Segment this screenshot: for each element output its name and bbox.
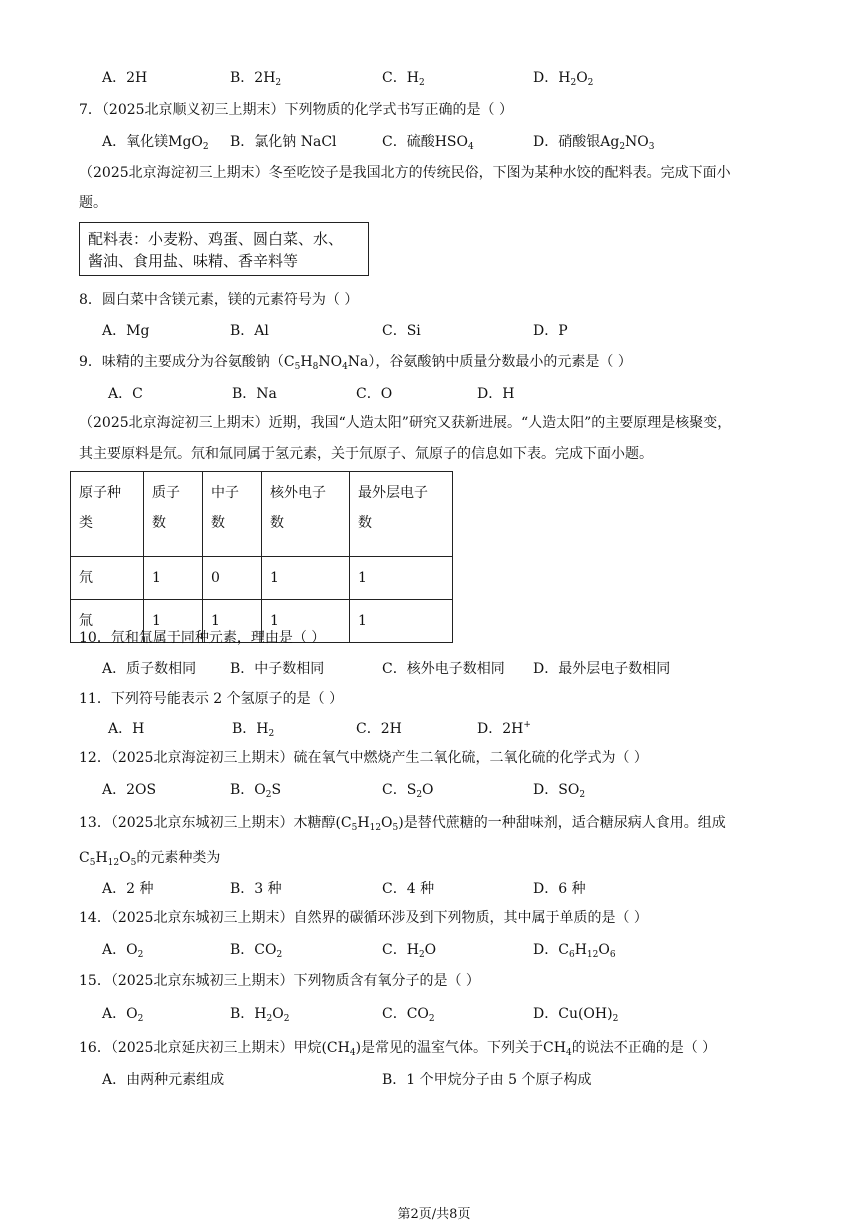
q11-option-a: A．H [108,721,145,737]
table-cell: 1 [203,600,262,643]
table-cell: 1 [144,557,203,600]
table-cell: 0 [203,557,262,600]
q7-option-b: B．氯化钠 NaCl [230,134,337,150]
q10-option-b: B．中子数相同 [230,661,325,677]
q13-stem: 13．（2025北京东城初三上期末）木糖醇$(C_5H_{12}O_5)$是替代蔗糖的一种甜味剂，适合糖尿病人食用。组成 [79,815,726,833]
q9-option-d: D．H [477,386,515,402]
q9-option-c: C．O [356,386,393,402]
q8-option-b: B．Al [230,323,269,339]
q16-stem: 16．（2025北京延庆初三上期末）甲烷$(CH_4)$是常见的温室气体。下列关于$CH_4$的说法不正确的是（ ） [79,1040,717,1058]
ingredients-box [79,222,369,276]
q14-stem: 14．（2025北京东城初三上期末）自然界的碳循环涉及到下列物质，其中属于单质的是（ ） [79,910,648,926]
q10-option-d: D．最外层电子数相同 [533,661,671,677]
q9-stem: 9．味精的主要成分为谷氨酸钠$(C_5H_8NO_4Na)$，谷氨酸钠中质量分数最小的元素是（ ） [79,354,632,372]
q11-option-c: C．2H [356,721,402,737]
table-cell: 1 [350,557,453,600]
ingredients-line2: 酱油、食用盐、味精、香辛料等 [88,252,299,270]
table-header-cell: 原子种 类 [71,472,144,557]
q7-option-c: C．硫酸$HSO_4$ [382,134,474,152]
q14-option-c: C．$H_2O$ [382,942,437,960]
q15-option-d: D．$Cu(OH)_2$ [533,1006,619,1024]
q8-option-a: A．Mg [102,323,150,339]
q9-option-a: A．C [108,386,143,402]
q15-option-b: B．$H_2O_2$ [230,1006,290,1024]
q8-option-c: C．Si [382,323,421,339]
q7-option-a: A．氧化镁MgO$_2$ [102,134,209,152]
table-cell: 1 [262,600,350,643]
q6-option-a: A．2H [102,70,148,86]
table-cell: 氚 [71,600,144,643]
q12-option-b: B．$O_2S$ [230,782,282,800]
q11-option-b: B．$H_2$ [232,721,275,739]
q11-stem: 11．下列符号能表示 2 个氢原子的是（ ） [79,691,344,707]
q14-option-d: D．$C_6H_{12}O_6$ [533,942,616,960]
q12-option-d: D．$SO_2$ [533,782,586,800]
intro-haidian-2-line2: 其主要原料是氘。氘和氚同属于氢元素，关于氘原子、氚原子的信息如下表。完成下面小题。 [79,446,653,462]
q11-option-d: D．2H+ [477,720,531,737]
table-header-cell: 质子 数 [144,472,203,557]
intro-haidian-2-line1: （2025北京海淀初三上期末）近期，我国“人造太阳”研究又获新进展。“人造太阳”的主要原理是核聚变， [79,415,732,431]
table-cell: 1 [144,600,203,643]
table-header-cell: 中子 数 [203,472,262,557]
q14-option-b: B．$CO_2$ [230,942,283,960]
q8-stem: 8．圆白菜中含镁元素，镁的元素符号为（ ） [79,292,359,308]
q10-stem: 10．氘和氚属于同种元素，理由是（ ） [79,630,326,646]
table-header-row [71,472,453,557]
q15-option-c: C．$CO_2$ [382,1006,435,1024]
intro-haidian-1-line2: 题。 [79,195,107,211]
q15-stem: 15．（2025北京东城初三上期末）下列物质含有氧分子的是（ ） [79,973,480,989]
table-cell: 1 [350,600,453,643]
table-row [71,557,453,600]
q13-option-d: D．6 种 [533,881,586,897]
q13-option-c: C．4 种 [382,881,435,897]
q6-option-b: B．$2H_2$ [230,70,282,88]
q16-option-b: B．1 个甲烷分子由 5 个原子构成 [382,1072,592,1088]
page-footer: 第2页/共8页 [397,1207,471,1222]
q7-stem: 7．（2025北京顺义初三上期末）下列物质的化学式书写正确的是（ ） [79,102,513,118]
intro-haidian-1-line1: （2025北京海淀初三上期末）冬至吃饺子是我国北方的传统民俗，下图为某种水饺的配料表。完成下面小 [79,165,731,181]
table-header-cell: 核外电子 数 [262,472,350,557]
q14-option-a: A．$O_2$ [102,942,144,960]
q10-option-c: C．核外电子数相同 [382,661,505,677]
q12-option-c: C．$S_2O$ [382,782,434,800]
q12-stem: 12．（2025北京海淀初三上期末）硫在氧气中燃烧产生二氧化硫，二氧化硫的化学式为（ ） [79,750,648,766]
table-cell: 1 [262,557,350,600]
atom-info-table [70,471,453,643]
q10-option-a: A．质子数相同 [102,661,197,677]
q6-option-d: D．$H_2O_2$ [533,70,594,88]
q8-option-d: D．P [533,323,568,339]
q7-option-d: D．硝酸银$Ag_2NO_3$ [533,134,655,152]
table-header-cell: 最外层电子 数 [350,472,453,557]
ingredients-line1: 配料表：小麦粉、鸡蛋、圆白菜、水、 [88,230,344,248]
table-cell: 氘 [71,557,144,600]
q9-option-b: B．Na [232,386,277,402]
q13-option-a: A．2 种 [102,881,154,897]
q13-stem-line2: $C_5H_{12}O_5$的元素种类为 [79,850,221,868]
q15-option-a: A．$O_2$ [102,1006,144,1024]
q16-option-a: A．由两种元素组成 [102,1072,225,1088]
q12-option-a: A．2OS [102,782,157,798]
q13-option-b: B．3 种 [230,881,282,897]
q6-option-c: C．$H_2$ [382,70,425,88]
